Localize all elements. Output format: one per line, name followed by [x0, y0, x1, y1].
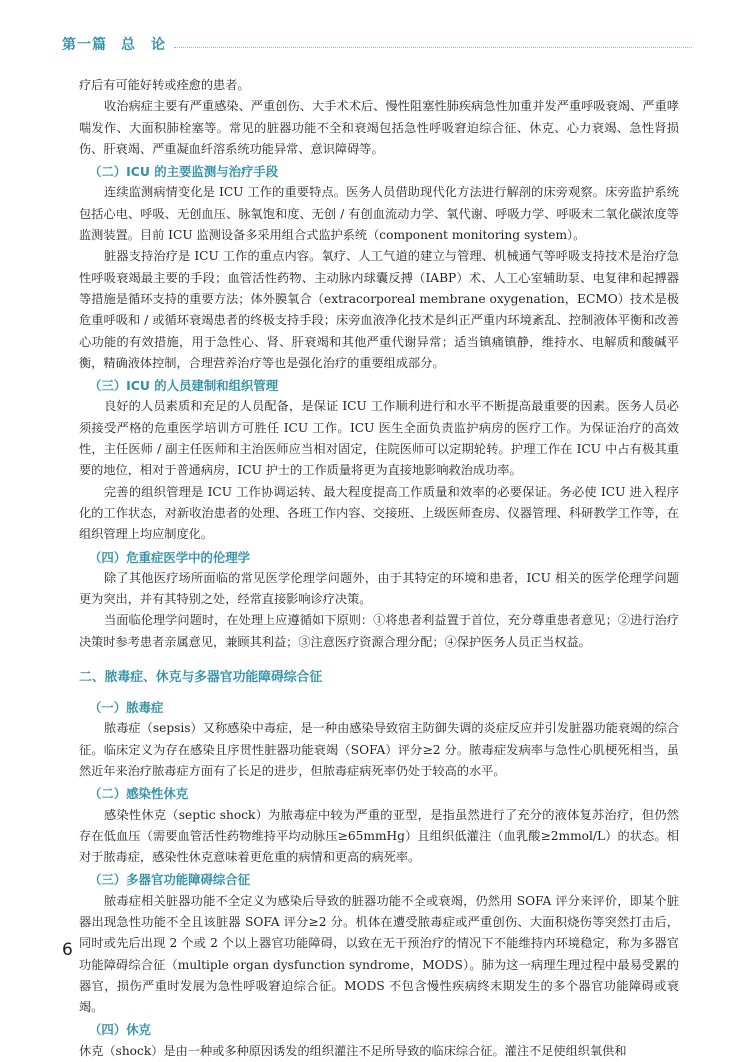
body-paragraph: 感染性休克（septic shock）为脓毒症中较为严重的亚型，是指虽然进行了充分的液体复苏治疗，但仍然存在低血压（需要血管活性药物维持平均动脉压≥65mmHg）且组织低灌注（血乳酸≥2mmol/L）的状态。相对于脓毒症，感染性休克意味着更危重的病情和更高的病死率。 — [79, 807, 679, 865]
body-paragraph: 疗后有可能好转或痊愈的患者。 — [79, 78, 250, 92]
body-paragraph: 脏器支持治疗是 ICU 工作的重点内容。氧疗、人工气道的建立与管理、机械通气等呼吸支持技术是治疗急性呼吸衰竭最主要的手段；血管活性药物、主动脉内球囊反搏（IABP）术、人工心室辅助泵、电复律和起搏器等措施是循环支持的重要方法；体外膜氧合（extracorporeal membrane oxygenation，ECMO）技术是极危重呼吸和 / 或循环衰竭患者的终极支持手段；床旁血液净化技术是纠正严重内环境紊乱、控制液体平衡和改善心功能的有效措施，用于急性心、肾、肝衰竭和其他严重代谢异常；适当镇痛镇静，维持水、电解质和酸碱平衡，精确液体控制，合理营养治疗等也是强化治疗的重要组成部分。 — [79, 249, 679, 370]
body-paragraph: 休克（shock）是由一种或多种原因诱发的组织灌注不足所导致的临床综合征。灌注不足使组织氧供和 — [79, 1043, 627, 1058]
subsection-heading: （二）ICU 的主要监测与治疗手段 — [89, 164, 279, 180]
header-section: 总 论 — [121, 37, 166, 53]
page-body — [79, 75, 679, 1062]
subsection-heading: （一）脓毒症 — [89, 700, 164, 716]
body-paragraph: 收治病症主要有严重感染、严重创伤、大手术术后、慢性阻塞性肺疾病急性加重并发严重呼吸衰竭、严重哮喘发作、大面积肺栓塞等。常见的脏器功能不全和衰竭包括急性呼吸窘迫综合征、休克、心力衰竭、急性肾损伤、肝衰竭、严重凝血纤溶系统功能异常、意识障碍等。 — [79, 99, 679, 156]
subsection-heading: （四）危重症医学中的伦理学 — [89, 549, 251, 565]
running-header — [62, 34, 692, 54]
body-paragraph: 脓毒症（sepsis）又称感染中毒症，是一种由感染导致宿主防御失调的炎症反应并引发脏器功能衰竭的综合征。临床定义为存在感染且序贯性脏器功能衰竭（SOFA）评分≥2 分。脓毒症发病率与急性心肌梗死相当，虽然近年来治疗脓毒症方面有了长足的进步，但脓毒症病死率仍处于较高的水平。 — [79, 721, 679, 778]
subsection-heading: （二）感染性休克 — [89, 786, 189, 802]
section-heading: 二、脓毒症、休克与多器官功能障碍综合征 — [79, 670, 323, 686]
page-number: 6 — [62, 940, 73, 960]
body-paragraph: 完善的组织管理是 ICU 工作协调运转、最大程度提高工作质量和效率的必要保证。务必使 ICU 进入程序化的工作状态，对新收治患者的处理、各班工作内容、交接班、上级医师查房、仪器管理、科研教学工作等，在组织管理上均应制度化。 — [79, 484, 679, 542]
subsection-heading: （四）休克 — [89, 1022, 151, 1038]
subsection-heading: （三）多器官功能障碍综合征 — [89, 872, 251, 888]
header-part: 第一篇 — [62, 37, 107, 53]
body-paragraph: 连续监测病情变化是 ICU 工作的重要特点。医务人员借助现代化方法进行解剖的床旁观察。床旁监护系统包括心电、呼吸、无创血压、脉氧饱和度、无创 / 有创血流动力学、氧代谢、呼吸力学、呼吸末二氧化碳浓度等监测装置。目前 ICU 监测设备多采用组合式监护系统（component monitoring system）。 — [79, 185, 679, 243]
body-paragraph: 除了其他医疗场所面临的常见医学伦理学问题外，由于其特定的环境和患者，ICU 相关的医学伦理学问题更为突出，并有其特别之处，经常直接影响诊疗决策。 — [79, 570, 679, 607]
header-dotted-rule — [174, 47, 692, 48]
body-paragraph: 当面临伦理学问题时，在处理上应遵循如下原则：①将患者利益置于首位，充分尊重患者意见；②进行治疗决策时参考患者亲属意见，兼顾其利益；③注意医疗资源合理分配；④保护医务人员正当权益。 — [79, 613, 679, 649]
subsection-heading: （三）ICU 的人员建制和组织管理 — [89, 378, 279, 394]
body-paragraph: 良好的人员素质和充足的人员配备，是保证 ICU 工作顺利进行和水平不断提高最重要的因素。医务人员必须接受严格的危重医学培训方可胜任 ICU 工作。ICU 医生全面负责监护病房的医疗工作。为保证治疗的高效性，主任医师 / 副主任医师和主治医师应当相对固定，住院医师可以定期轮转。护理工作在 ICU 中占有极其重要的地位，相对于普通病房，ICU 护士的工作质量将更为直接地影响救治成功率。 — [79, 399, 679, 478]
body-paragraph: 脓毒症相关脏器功能不全定义为感染后导致的脏器功能不全或衰竭，仍然用 SOFA 评分来评价，即某个脏器出现急性功能不全且该脏器 SOFA 评分≥2 分。机体在遭受脓毒症或严重创伤、大面积烧伤等突然打击后，同时或先后出现 2 个或 2 个以上器官功能障碍，以致在无干预治疗的情况下不能维持内环境稳定，称为多器官功能障碍综合征（multiple organ dysfunction syndrome，MODS）。肺为这一病理生理过程中最易受累的器官，损伤严重时发展为急性呼吸窘迫综合征。MODS 不包含慢性疾病终末期发生的多个器官功能障碍或衰竭。 — [79, 893, 679, 1015]
header-title — [62, 34, 166, 54]
